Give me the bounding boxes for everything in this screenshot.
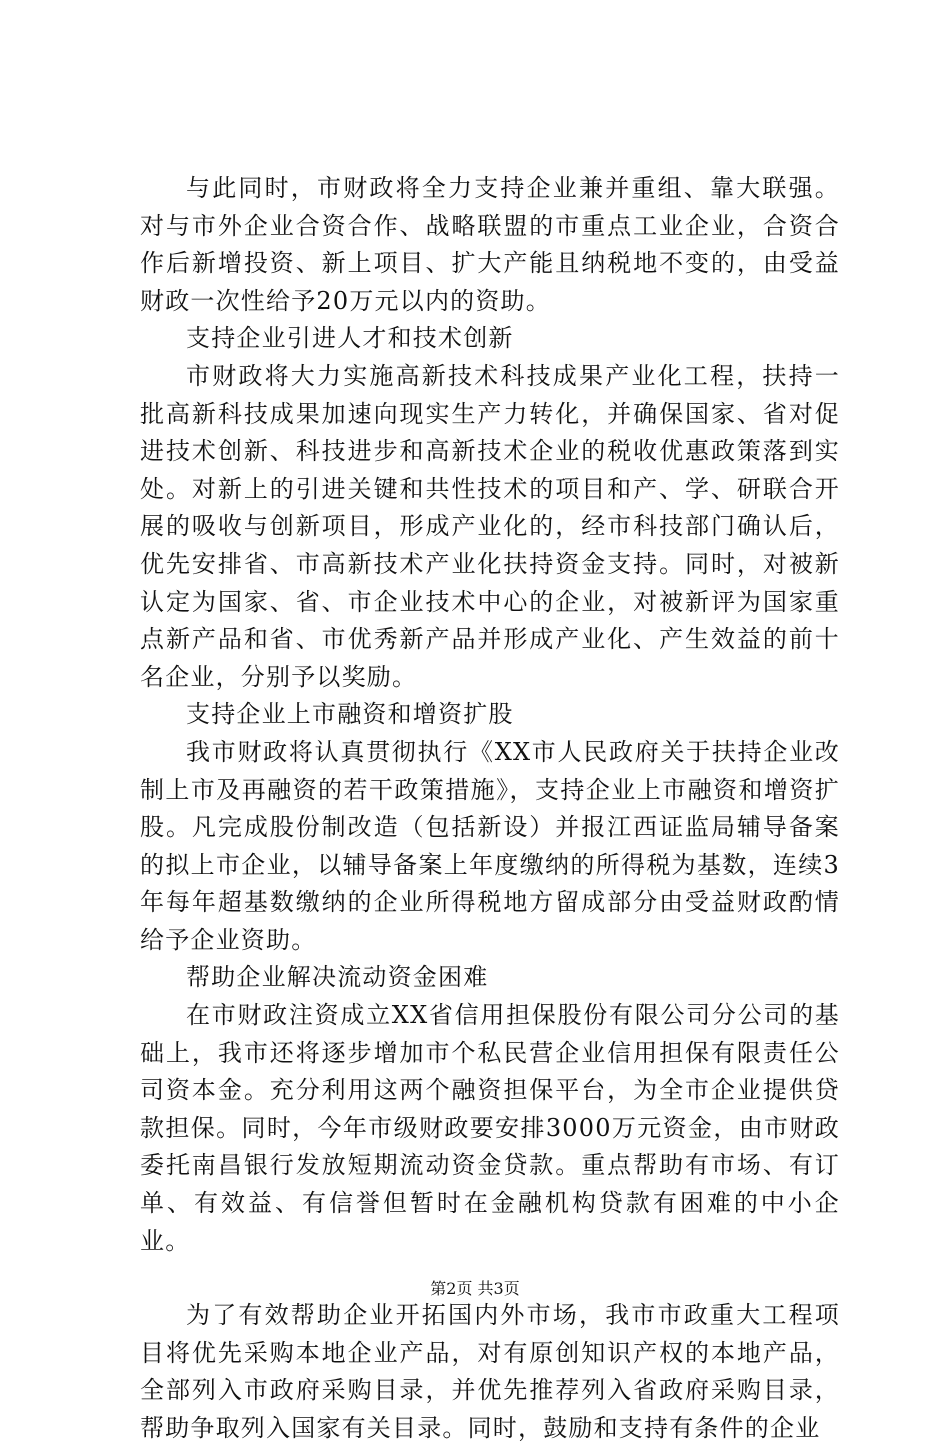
page-number-footer: 第2页 共3页	[430, 1279, 520, 1298]
paragraph-merger-support: 与此同时，市财政将全力支持企业兼并重组、靠大联强。对与市外企业合资合作、战略联盟的市重点工业企业，合资合作后新增投资、新上项目、扩大产能且纳税地不变的，由受益财政一次性给予20万元以内的资助。	[140, 174, 840, 315]
paragraph-market-expansion: 为了有效帮助企业开拓国内外市场，我市市政重大工程项目将优先采购本地企业产品，对有原创知识产权的本地产品，全部列入市政府采购目录，并优先推荐列入省政府采购目录，帮助争取列入国家有关目录。同时，鼓励和支持有条件的企业	[140, 1301, 840, 1442]
paragraph-tech-innovation: 市财政将大力实施高新技术科技成果产业化工程，扶持一批高新科技成果加速向现实生产力转化，并确保国家、省对促进技术创新、科技进步和高新技术企业的税收优惠政策落到实处。对新上的引进关键和共性技术的项目和产、学、研联合开展的吸收与创新项目，形成产业化的，经市科技部门确认后，优先安排省、市高新技术产业化扶持资金支持。同时，对被新认定为国家、省、市企业技术中心的企业，对被新评为国家重点新产品和省、市优秀新产品并形成产业化、产生效益的前十名企业，分别予以奖励。	[140, 361, 840, 691]
document-body	[140, 170, 840, 1448]
section-heading-listing-financing: 支持企业上市融资和增资扩股	[186, 700, 514, 729]
section-heading-talent-innovation: 支持企业引进人才和技术创新	[186, 324, 514, 353]
paragraph-working-capital: 在市财政注资成立XX省信用担保股份有限公司分公司的基础上，我市还将逐步增加市个私民营企业信用担保有限责任公司资本金。充分利用这两个融资担保平台，为全市企业提供贷款担保。同时，今年市级财政要安排3000万元资金，由市财政委托南昌银行发放短期流动资金贷款。重点帮助有市场、有订单、有效益、有信誉但暂时在金融机构贷款有困难的中小企业。	[140, 1001, 840, 1255]
section-heading-working-capital: 帮助企业解决流动资金困难	[186, 963, 489, 992]
paragraph-listing-financing: 我市财政将认真贯彻执行《XX市人民政府关于扶持企业改制上市及再融资的若干政策措施》，支持企业上市融资和增资扩股。凡完成股份制改造（包括新设）并报江西证监局辅导备案的拟上市企业，以辅导备案上年度缴纳的所得税为基数，连续3年每年超基数缴纳的企业所得税地方留成部分由受益财政酌情给予企业资助。	[140, 737, 840, 954]
